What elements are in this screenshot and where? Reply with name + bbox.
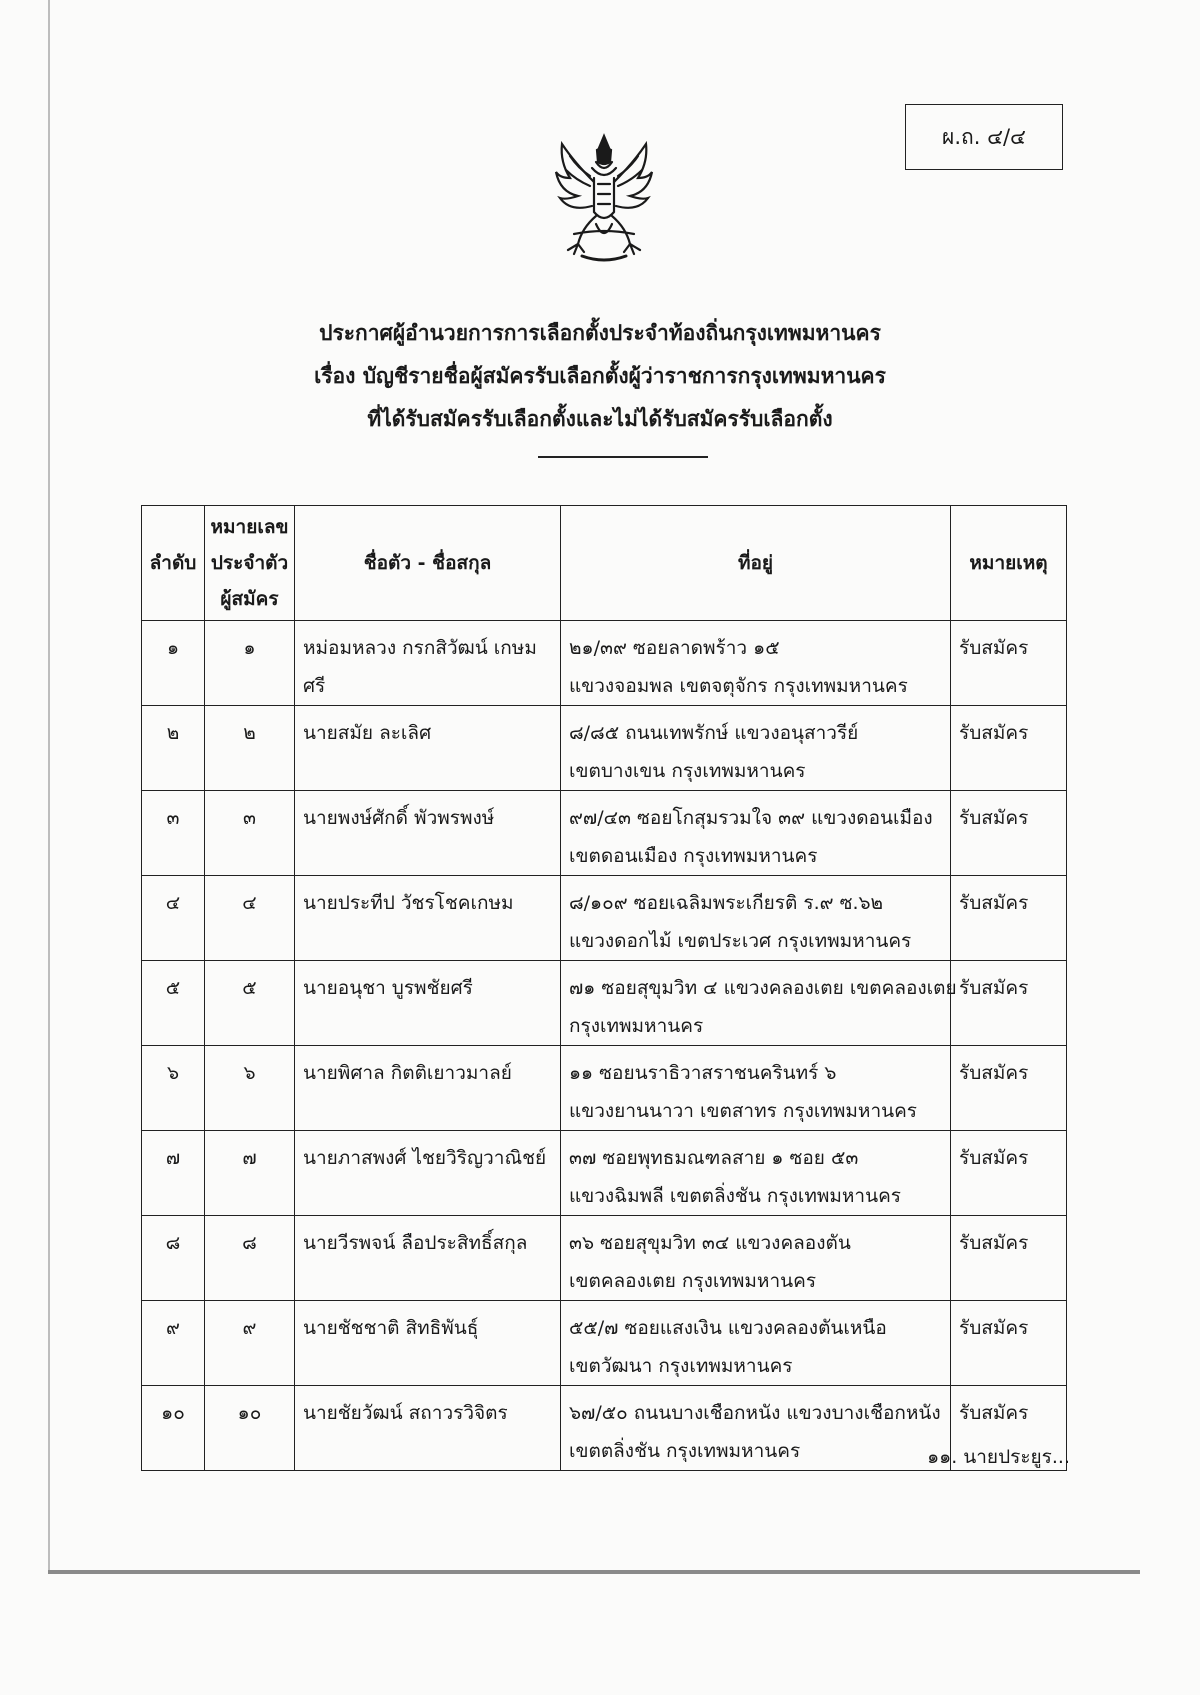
cell-remark: รับสมัคร: [951, 961, 1067, 1046]
table-row: [142, 1216, 1067, 1301]
cell-order: ๑๐: [142, 1386, 205, 1471]
form-code-box: [905, 104, 1063, 170]
table-row: [142, 961, 1067, 1046]
table-row: [142, 706, 1067, 791]
address-line-1: ๓๗ ซอยพุทธมณฑลสาย ๑ ซอย ๕๓: [569, 1147, 859, 1169]
address-line-2: แขวงยานนาวา เขตสาทร กรุงเทพมหานคร: [569, 1100, 918, 1122]
cell-order: ๔: [142, 876, 205, 961]
cell-address: [561, 961, 957, 1046]
cell-name: นายอนุชา บูรพชัยศรี: [295, 961, 561, 1046]
continuation-note: ๑๑. นายประยูร...: [927, 1446, 1070, 1468]
garuda-emblem-icon: [552, 132, 657, 264]
address-line-2: แขวงฉิมพลี เขตตลิ่งชัน กรุงเทพมหานคร: [569, 1185, 902, 1207]
table-row: [142, 791, 1067, 876]
form-code: ผ.ถ. ๔/๔: [942, 124, 1026, 149]
table-header-row: [142, 506, 1067, 621]
header-number-line-2: ประจำตัว: [210, 552, 289, 574]
announcement-line-3: ที่ได้รับสมัครรับเลือกตั้งและไม่ได้รับสมัครรับเลือกตั้ง: [367, 407, 833, 431]
cell-remark: รับสมัคร: [951, 1131, 1067, 1216]
address-line-2: เขตวัฒนา กรุงเทพมหานคร: [569, 1355, 793, 1377]
announcement-line-2: เรื่อง บัญชีรายชื่อผู้สมัครรับเลือกตั้งผู้ว่าราชการกรุงเทพมหานคร: [314, 364, 886, 388]
cell-remark: รับสมัคร: [951, 1046, 1067, 1131]
address-line-1: ๑๑ ซอยนราธิวาสราชนครินทร์ ๖: [569, 1062, 837, 1084]
header-number-line-3: ผู้สมัคร: [220, 588, 279, 610]
address-line-2: เขตดอนเมือง กรุงเทพมหานคร: [569, 845, 818, 867]
cell-number: ๑: [205, 621, 295, 706]
cell-number: ๗: [205, 1131, 295, 1216]
address-line-1: ๓๖ ซอยสุขุมวิท ๓๔ แขวงคลองตัน: [569, 1232, 851, 1254]
cell-name: นายพงษ์ศักดิ์ พัวพรพงษ์: [295, 791, 561, 876]
cell-number: ๖: [205, 1046, 295, 1131]
candidate-table: [141, 505, 1067, 1471]
cell-remark: รับสมัคร: [951, 1386, 1067, 1471]
cell-number: ๙: [205, 1301, 295, 1386]
cell-order: ๒: [142, 706, 205, 791]
announcement-title: [0, 312, 1200, 441]
header-remark: หมายเหตุ: [951, 506, 1067, 621]
address-line-1: ๒๑/๓๙ ซอยลาดพร้าว ๑๕: [569, 637, 780, 659]
cell-address: [561, 1386, 951, 1471]
address-line-2: แขวงจอมพล เขตจตุจักร กรุงเทพมหานคร: [569, 675, 908, 697]
cell-address: [561, 1046, 951, 1131]
address-line-1: ๗๑ ซอยสุขุมวิท ๔ แขวงคลองเตย เขตคลองเตย: [569, 977, 957, 999]
cell-number: ๔: [205, 876, 295, 961]
cell-number: ๒: [205, 706, 295, 791]
page-edge-bottom: [48, 1570, 1140, 1574]
cell-remark: รับสมัคร: [951, 1301, 1067, 1386]
cell-address: [561, 621, 951, 706]
cell-remark: รับสมัคร: [951, 791, 1067, 876]
header-address: ที่อยู่: [561, 506, 951, 621]
title-divider: [538, 456, 708, 458]
cell-address: [561, 706, 951, 791]
cell-number: ๓: [205, 791, 295, 876]
header-number-line-1: หมายเลข: [210, 516, 289, 538]
table-row: [142, 1301, 1067, 1386]
address-line-1: ๘/๑๐๙ ซอยเฉลิมพระเกียรติ ร.๙ ซ.๖๒: [569, 892, 884, 914]
cell-remark: รับสมัคร: [951, 876, 1067, 961]
cell-address: [561, 1216, 951, 1301]
cell-name: หม่อมหลวง กรกสิวัฒน์ เกษมศรี: [295, 621, 561, 706]
cell-order: ๘: [142, 1216, 205, 1301]
cell-remark: รับสมัคร: [951, 621, 1067, 706]
cell-address: [561, 1301, 951, 1386]
address-line-1: ๖๗/๕๐ ถนนบางเชือกหนัง แขวงบางเชือกหนัง: [569, 1402, 941, 1424]
table-row: [142, 1046, 1067, 1131]
address-line-2: แขวงดอกไม้ เขตประเวศ กรุงเทพมหานคร: [569, 930, 912, 952]
cell-order: ๗: [142, 1131, 205, 1216]
cell-name: นายชัชชาติ สิทธิพันธุ์: [295, 1301, 561, 1386]
cell-order: ๖: [142, 1046, 205, 1131]
address-line-1: ๕๕/๗ ซอยแสงเงิน แขวงคลองตันเหนือ: [569, 1317, 887, 1339]
cell-order: ๓: [142, 791, 205, 876]
table-row: [142, 876, 1067, 961]
header-order: ลำดับ: [142, 506, 205, 621]
cell-address: [561, 1131, 951, 1216]
cell-remark: รับสมัคร: [951, 706, 1067, 791]
cell-number: ๕: [205, 961, 295, 1046]
cell-order: ๙: [142, 1301, 205, 1386]
cell-number: ๑๐: [205, 1386, 295, 1471]
cell-order: ๕: [142, 961, 205, 1046]
cell-address: [561, 876, 951, 961]
cell-address: [561, 791, 951, 876]
address-line-2: เขตบางเขน กรุงเทพมหานคร: [569, 760, 806, 782]
table-row: [142, 621, 1067, 706]
address-line-2: เขตคลองเตย กรุงเทพมหานคร: [569, 1270, 817, 1292]
header-number: [205, 506, 295, 621]
cell-name: นายภาสพงศ์ ไชยวิริญวาณิชย์: [295, 1131, 561, 1216]
cell-number: ๘: [205, 1216, 295, 1301]
address-line-2: เขตตลิ่งชัน กรุงเทพมหานคร: [569, 1440, 801, 1462]
cell-name: นายชัยวัฒน์ สถาวรวิจิตร: [295, 1386, 561, 1471]
cell-remark: รับสมัคร: [951, 1216, 1067, 1301]
cell-order: ๑: [142, 621, 205, 706]
cell-name: นายวีรพจน์ ลือประสิทธิ์สกุล: [295, 1216, 561, 1301]
header-name: ชื่อตัว - ชื่อสกุล: [295, 506, 561, 621]
table-row: [142, 1131, 1067, 1216]
cell-name: นายพิศาล กิตติเยาวมาลย์: [295, 1046, 561, 1131]
cell-name: นายประทีป วัชรโชคเกษม: [295, 876, 561, 961]
page-edge-left: [48, 0, 50, 1572]
announcement-line-1: ประกาศผู้อำนวยการการเลือกตั้งประจำท้องถิ่นกรุงเทพมหานคร: [319, 321, 881, 345]
address-line-2: กรุงเทพมหานคร: [569, 1015, 704, 1037]
address-line-1: ๙๗/๔๓ ซอยโกสุมรวมใจ ๓๙ แขวงดอนเมือง: [569, 807, 933, 829]
address-line-1: ๘/๘๕ ถนนเทพรักษ์ แขวงอนุสาวรีย์: [569, 722, 859, 744]
cell-name: นายสมัย ละเลิศ: [295, 706, 561, 791]
